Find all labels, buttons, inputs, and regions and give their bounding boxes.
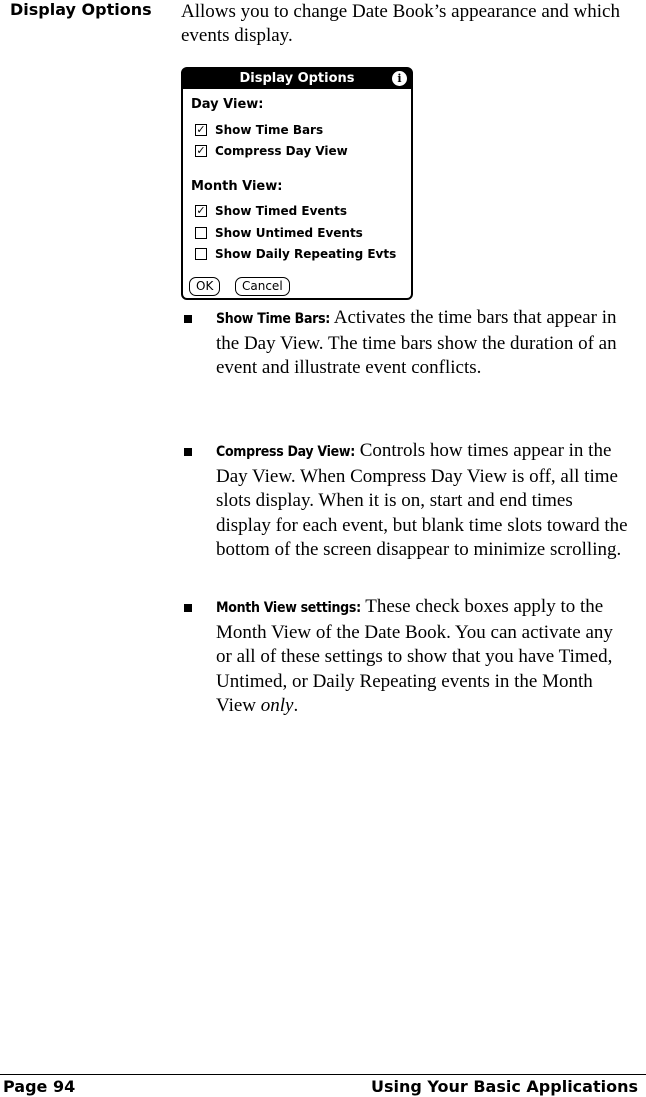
checkbox-checked-icon: ✓ — [196, 144, 206, 157]
bullet-item — [181, 439, 631, 563]
bullet-icon — [184, 315, 192, 323]
option-label: Show Timed Events — [215, 204, 347, 218]
option-label: Show Time Bars — [215, 123, 324, 137]
bullet-item — [181, 306, 631, 381]
bullet-icon — [184, 604, 192, 612]
display-options-screenshot — [181, 67, 413, 300]
option-show-untimed-events — [195, 226, 363, 240]
emphasis-text: only — [260, 695, 294, 716]
dialog-title-bar — [183, 69, 411, 89]
option-show-time-bars — [195, 123, 323, 137]
month-view-label: Month View: — [191, 179, 283, 194]
option-label: Compress Day View — [215, 144, 348, 158]
checkbox-checked-icon: ✓ — [196, 204, 206, 217]
bullet-text: Controls how times appear in the Day View. When Compress Day View is off, all time slots display. When it is on, start and end times display for each event, but blank time slots toward the bottom of the screen disappear to minimize scrolling. — [216, 440, 628, 560]
bullet-text: These check boxes apply to the Month View of the Date Book. You can activate any or all of these settings to show that you have Timed, Untimed, or Daily Repeating events in the Month View — [216, 596, 613, 716]
day-view-label: Day View: — [191, 97, 264, 112]
option-label: Show Untimed Events — [215, 226, 363, 240]
footer-rule — [0, 1074, 646, 1075]
intro-text: Allows you to change Date Book’s appearance and which events display. — [181, 1, 620, 46]
bullet-item — [181, 595, 631, 719]
bullet-text: Activates the time bars that appear in the Day View. The time bars show the duration of an event and illustrate event conflicts. — [216, 307, 617, 378]
checkbox-checked-icon: ✓ — [196, 123, 206, 136]
checkbox-unchecked-icon — [195, 227, 207, 239]
option-compress-day-view — [195, 144, 348, 158]
bullet-text-end: . — [293, 695, 299, 716]
option-label: Show Daily Repeating Evts — [215, 247, 397, 261]
bullet-label: Compress Day View: — [216, 444, 355, 460]
page-number: Page 94 — [3, 1077, 76, 1096]
bullet-label: Month View settings: — [216, 600, 361, 616]
ok-button: OK — [189, 277, 220, 296]
bullet-icon — [184, 448, 192, 456]
option-show-daily-repeating — [195, 247, 396, 261]
section-heading: Display Options — [10, 0, 152, 19]
cancel-button: Cancel — [235, 277, 290, 296]
bullet-label: Show Time Bars: — [216, 311, 331, 327]
option-show-timed-events — [195, 204, 347, 218]
info-icon: i — [392, 71, 407, 86]
checkbox-unchecked-icon — [195, 248, 207, 260]
dialog-title: Display Options — [239, 71, 355, 86]
chapter-title: Using Your Basic Applications — [370, 1077, 638, 1096]
